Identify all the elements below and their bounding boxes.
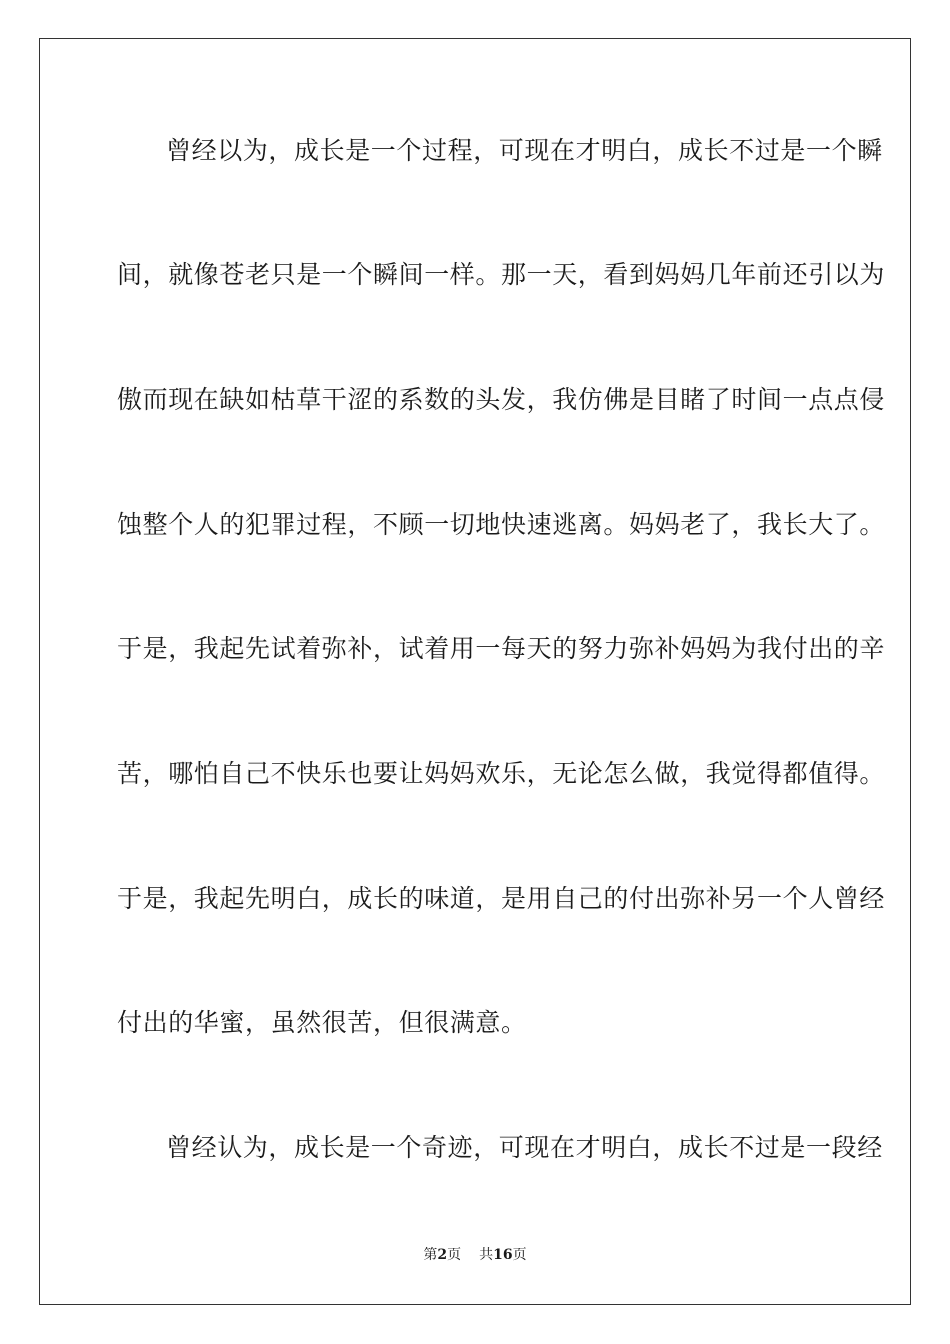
page-border: [39, 38, 911, 1305]
paragraph-1-line-2: 间，就像苍老只是一个瞬间一样。那一天，看到妈妈几年前还引以为: [117, 260, 886, 289]
total-pages: 16: [493, 1247, 513, 1263]
paragraph-2-line-1: 曾经认为，成长是一个奇迹，可现在才明白，成长不过是一段经: [166, 1133, 883, 1162]
page-footer: [0, 1246, 950, 1264]
paragraph-1-line-6: 苦，哪怕自己不快乐也要让妈妈欢乐，无论怎么做，我觉得都值得。: [117, 759, 886, 788]
page-suffix: 页: [447, 1247, 462, 1263]
paragraph-1-line-3: 傲而现在缺如枯草干涩的系数的头发，我仿佛是目睹了时间一点点侵: [117, 385, 886, 414]
paragraph-1-line-1: 曾经以为，成长是一个过程，可现在才明白，成长不过是一个瞬: [166, 136, 883, 165]
paragraph-1-line-8: 付出的华蜜，虽然很苦，但很满意。: [117, 1008, 527, 1037]
paragraph-1-line-4: 蚀整个人的犯罪过程，不顾一切地快速逃离。妈妈老了，我长大了。: [117, 510, 886, 539]
paragraph-1-line-7: 于是，我起先明白，成长的味道，是用自己的付出弥补另一个人曾经: [117, 884, 886, 913]
paragraph-1-line-5: 于是，我起先试着弥补，试着用一每天的努力弥补妈妈为我付出的辛: [117, 634, 886, 663]
page-prefix: 第: [423, 1247, 438, 1263]
page-number: 2: [437, 1247, 448, 1263]
total-prefix: 共: [479, 1247, 494, 1263]
total-suffix: 页: [512, 1247, 527, 1263]
